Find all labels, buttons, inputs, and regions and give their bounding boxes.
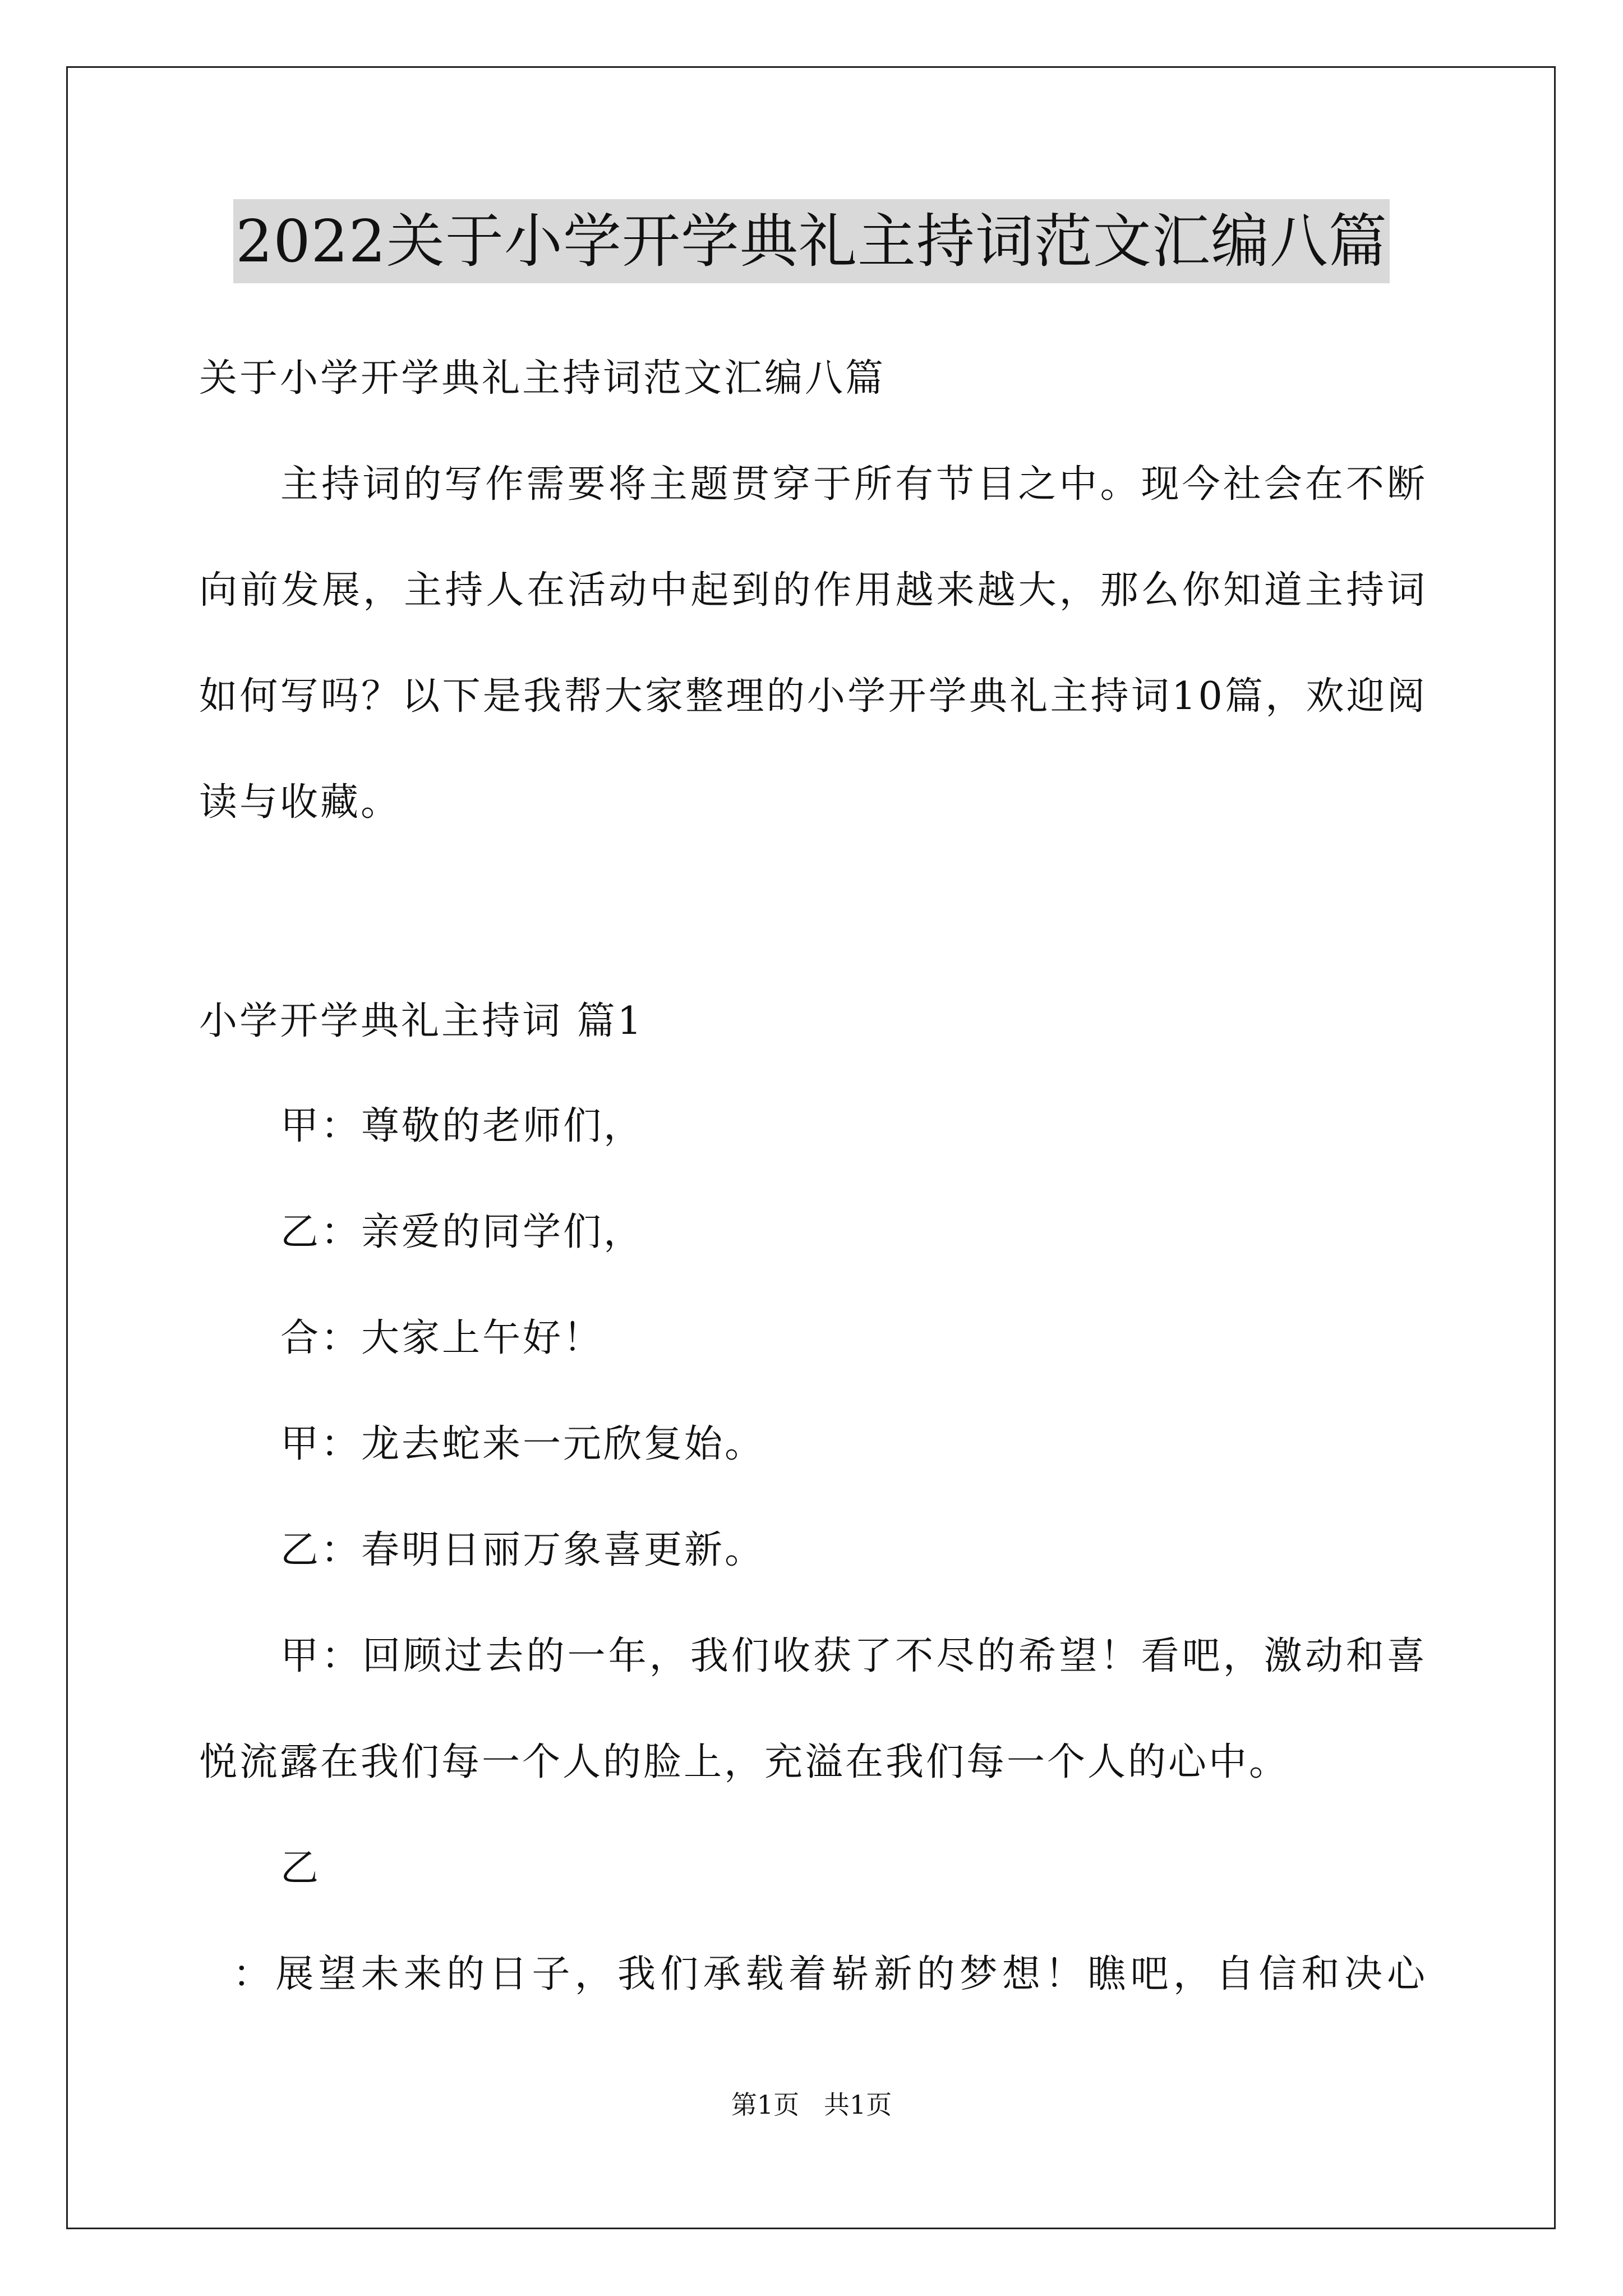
dialogue-line-3: 合：大家上午好！ bbox=[280, 1316, 604, 1360]
dialogue-line-4: 甲：龙去蛇来一元欣复始。 bbox=[280, 1422, 766, 1466]
intro-line-2: 向前发展，主持人在活动中起到的作用越来越大，那么你知道主持词 bbox=[199, 568, 1427, 613]
speaker-yi: 乙 bbox=[280, 1846, 321, 1890]
dialogue-line-1: 甲：尊敬的老师们， bbox=[280, 1104, 644, 1148]
title-container bbox=[0, 199, 1623, 283]
intro-line-3: 如何写吗？以下是我帮大家整理的小学开学典礼主持词10篇，欢迎阅 bbox=[199, 674, 1427, 719]
page-footer: 第1页 共1页 bbox=[731, 2090, 892, 2120]
document-title: 2022关于小学开学典礼主持词范文汇编八篇 bbox=[233, 199, 1390, 283]
subtitle: 关于小学开学典礼主持词范文汇编八篇 bbox=[199, 356, 886, 401]
intro-line-1: 主持词的写作需要将主题贯穿于所有节目之中。现今社会在不断 bbox=[280, 462, 1427, 507]
intro-line-4: 读与收藏。 bbox=[199, 780, 402, 825]
section-heading: 小学开学典礼主持词 篇1 bbox=[199, 999, 644, 1043]
last-line: ：展望未来的日子，我们承载着崭新的梦想！瞧吧，自信和决心 bbox=[233, 1952, 1427, 1996]
paragraph-line-2: 悦流露在我们每一个人的脸上，充溢在我们每一个人的心中。 bbox=[199, 1740, 1290, 1784]
paragraph-line-1: 甲：回顾过去的一年，我们收获了不尽的希望！看吧，激动和喜 bbox=[280, 1634, 1427, 1678]
dialogue-line-5: 乙：春明日丽万象喜更新。 bbox=[280, 1528, 766, 1572]
dialogue-line-2: 乙：亲爱的同学们， bbox=[280, 1210, 644, 1254]
